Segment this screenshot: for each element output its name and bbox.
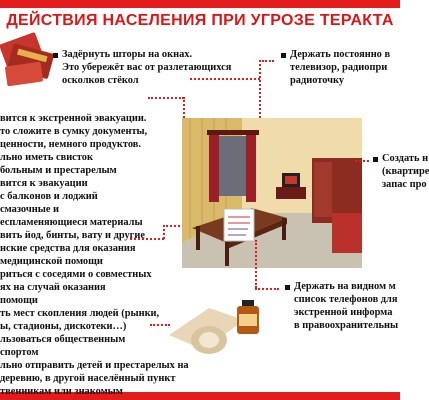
bullet [281, 53, 286, 58]
bullet [285, 285, 290, 290]
list-line: спортом [0, 347, 39, 358]
list-line: вится к экстренной эвакуации. [0, 113, 147, 124]
phones-line-1: Держать на видном м [294, 281, 396, 292]
list-line: медицинской помощи [0, 256, 103, 267]
list-line: еспламеняющиеся материалы [0, 217, 143, 228]
list-line: нские средства для оказания [0, 243, 136, 254]
supplies-line-2: (квартире [382, 166, 429, 177]
phone-list-card [224, 209, 254, 241]
radio-line-2: телевизор, радиопри [290, 62, 388, 73]
bullet [53, 53, 58, 58]
list-line: помощи [0, 295, 38, 306]
list-line: ы, стадионы, дискотеки…) [0, 321, 127, 332]
phones-line-4: в правоохранительны [294, 320, 399, 331]
phones-line-2: список телефонов для [294, 294, 398, 305]
list-line: смазочные и [0, 204, 60, 215]
list-line: с балконов и лоджий [0, 191, 98, 202]
radio-line-1: Держать постоянно в [290, 49, 391, 60]
curtains-line-1: Задёрнуть шторы на окнах. [62, 49, 193, 60]
radio-line-3: радиоточку [290, 75, 345, 86]
room-illustration [182, 118, 362, 268]
connector [262, 60, 274, 62]
page-title: ДЕЙСТВИЯ НАСЕЛЕНИЯ ПРИ УГРОЗЕ ТЕРАКТА [6, 12, 394, 29]
curtains-line-2: Это убережёт вас от разлетающихся [62, 62, 232, 73]
list-line: ях на случай оказания [0, 282, 106, 293]
first-aid-icon [164, 290, 264, 365]
supplies-line-1: Создать н [382, 153, 429, 164]
curtains-line-3: осколков стёкол [62, 75, 139, 86]
list-line: ть мест скопления людей (рынки, [0, 308, 160, 319]
list-line: льно отправить детей и престарелых на [0, 360, 189, 371]
list-line: деревню, в другой населённый пункт [0, 373, 176, 384]
list-line: больным и престарелым [0, 165, 117, 176]
list-line: вится к эвакуации [0, 178, 88, 189]
list-line: льзоваться общественным [0, 334, 126, 345]
list-line: риться с соседями о совместных [0, 269, 152, 280]
phones-line-3: экстренной информа [294, 307, 393, 318]
list-line: твенникам или знакомым [0, 386, 123, 397]
list-line: ценности, немного продуктов. [0, 139, 141, 150]
list-line: то сложите в сумку документы, [0, 126, 148, 137]
connector [163, 225, 165, 239]
list-line: льно иметь свисток [0, 152, 93, 163]
connector [148, 97, 184, 99]
documents-icon [0, 30, 62, 90]
list-line: вить йод, бинты, вату и другие [0, 230, 146, 241]
connector [190, 78, 260, 80]
bullet [373, 157, 378, 162]
connector [355, 160, 369, 162]
connector [130, 238, 164, 240]
connector [255, 240, 257, 288]
supplies-line-3: запас про [382, 179, 427, 190]
